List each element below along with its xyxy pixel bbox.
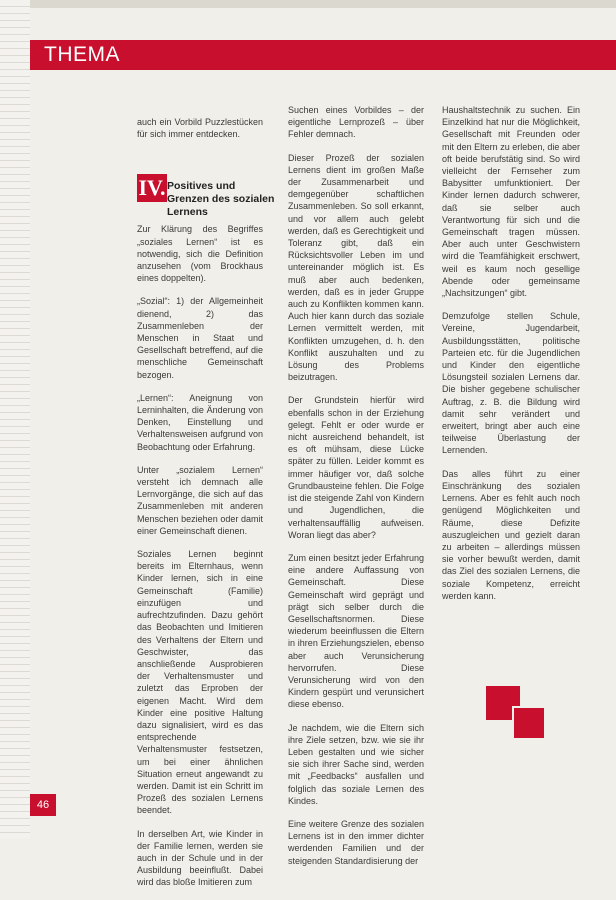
column-1	[137, 116, 263, 900]
paragraph: Eine weitere Grenze des sozialen Lernens ist in den immer dichter werdenden Familien und der steigenden Standardisierung der	[288, 818, 424, 866]
paragraph: auch ein Vorbild Puzzlestücken für sich immer entdecken.	[137, 117, 263, 140]
paragraph: In derselben Art, wie Kinder in der Familie lernen, werden sie auch in der Schule und in der Ausbildung beeinflußt. Dabei wird das bloße Imitieren zum	[137, 828, 263, 888]
column-3	[442, 104, 580, 613]
section-title: THEMA	[44, 43, 120, 66]
paragraph: Zum einen besitzt jeder Erfahrung eine andere Auffassung von Gemeinschaft. Diese Gemeinschaft wird geprägt und prägt sich selber durch die Gesellschaftsnormen. Diese wiederum beeinflussen die Eltern in ihren Erziehungszielen, ebenso aber auch Verunsicherung hervorrufen. Diese Verunsicherung wird von den Kindern gespürt und verunsichert diese ebenso.	[288, 552, 424, 710]
paragraph: Je nachdem, wie die Eltern sich ihre Ziele setzen, bzw. wie sie ihr Leben gestalten und wie sicher sie sich ihrer Sache sind, werden mit „Feedbacks“ ausfallen und folglich das soziale Lernen des Kindes.	[288, 722, 424, 806]
binding-edge	[0, 0, 30, 839]
paragraph: Dieser Prozeß der sozialen Lernens dient im großen Maße der Zusammenarbeit und demgegenüber schaftlichen Zusammenleben. So soll erkannt, und vor allem auch gelebt werden, daß es Gerechtigkeit und Toleranz gibt, daß ein Rücksichtsvoller Leben im und untereinander möglich ist. Es muß aber auch bedenken, werden, daß es in jeder Gruppe auch zu Konflikten kommen kann. Auch hier kann durch das soziale Lernen vermittelt werden, mit Konflikten umzugehen, d. h. den Konflikt auszuhalten und zu Lösung des Problems beizutragen.	[288, 152, 424, 383]
paragraph: Suchen eines Vorbildes – der eigentliche Lernprozeß – über Fehler demnach.	[288, 105, 424, 140]
page-number: 46	[30, 794, 56, 816]
decorative-square	[512, 706, 546, 740]
chapter-numeral: IV.	[138, 175, 166, 200]
column-2	[288, 104, 424, 878]
paragraph: Das alles führt zu einer Einschränkung des sozialen Lernens. Aber es fehlt auch noch genügend Möglichkeiten und Räume, diese Defizite auszugleichen und gezielt daran zu arbeiten – allerdings müssen sie vorher bewußt werden, damit das Ziel des sozialen Lernens, die soziale Kompetenz, erreicht werden kann.	[442, 468, 580, 601]
paragraph: Demzufolge stellen Schule, Vereine, Jugendarbeit, Ausbildungsstätten, politische Parteien etc. für die Jugendlichen und Kinder den eigentliche Lösungsteil sozialen Lernens dar. Die bisher gegebene schulischer Auftrag, z. B. die Bildung wird damit sehr verändert und erweitert, bringt aber auch eine teilweise Überlastung der Lernenden.	[442, 311, 580, 456]
paragraph: „Sozial“: 1) der Allgemeinheit dienend, 2) das Zusammenleben der Menschen in Staat und Gesellschaft betreffend, auf die menschliche Gemeinschaft bezogen.	[137, 296, 263, 380]
paragraph: Der Grundstein hierfür wird ebenfalls schon in der Erziehung gelegt. Fehlt er oder wurde er nicht ausreichend behandelt, ist es oft mühsam, diese Lücke später zu füllen. Leider kommt es immer häufiger vor, daß solche Grundbausteine fehlen. Die Folge ist die steigende Zahl von Kindern und Jugendlichen, die verhaltensauffällig aufweisen. Woran liegt das aber?	[288, 395, 424, 540]
paragraph: Haushaltstechnik zu suchen. Ein Einzelkind hat nur die Möglichkeit, Gesellschaft mit Freunden oder mit den Eltern zu erleben, die aber oft beide berufstätig sind. So wird vielleicht der Fernseher zum Babysitter umfunktioniert. Der Kinder lernen dadurch schwerer, daß sie selber auch Verantwortung für sich und die Gemeinschaft tragen müssen. Aber auch unter Geschwistern wird die Teamfähigkeit erschwert, weil es kaum noch gesellige Abende oder gemeinsame „Nachsitzungen“ gibt.	[442, 105, 580, 299]
section-header-band	[30, 40, 616, 70]
chapter-heading: Positives und Grenzen des sozialen Lernens	[167, 180, 275, 218]
paragraph: Zur Klärung des Begriffes „soziales Lernen“ ist es notwendig, sich die Definition anzusehen (vom Brockhaus eines doppelten).	[137, 224, 263, 284]
paragraph: „Lernen“: Aneignung von Lerninhalten, die Änderung von Denken, Einstellung und Verhaltensweisen aufgrund von Beobachtung oder Erfahrung.	[137, 392, 263, 452]
paragraph: Soziales Lernen beginnt bereits im Elternhaus, wenn Kinder lernen, sich in eine Gemeinschaft (Familie) einzufügen und aufrechtzufinden. Dazu gehört das Beobachten und Imitieren des Verhaltens der Eltern und Geschwister, das anschließende Ausprobieren der Verhaltensmuster und zuletzt das Erproben der eigenen Macht. Wird dem Kinder eine positive Haltung dazu signalisiert, wird es das entsprechende Verhaltensmuster festsetzen, um bei einer ähnlichen Situation erneut angewandt zu werden. Damit ist ein Schritt im Prozeß des sozialen Lernens beendet.	[137, 549, 263, 816]
paragraph: Unter „sozialem Lernen“ versteht ich demnach alle Lernvorgänge, die sich auf das Zusammenleben mit anderen Menschen beziehen oder damit einer Gemeinschaft dienen.	[137, 464, 263, 536]
top-strip	[30, 0, 616, 8]
